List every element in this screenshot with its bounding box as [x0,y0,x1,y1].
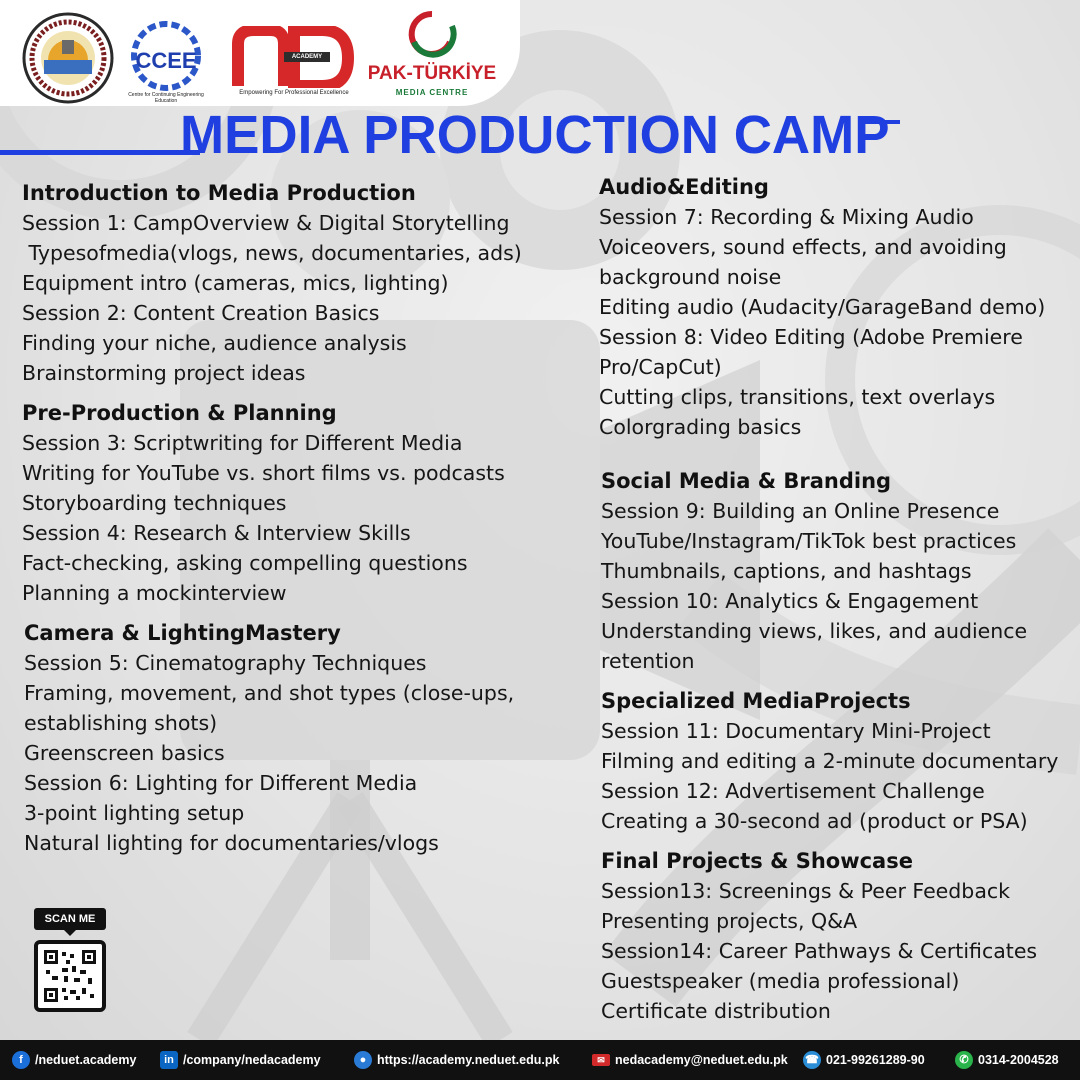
ned-academy-tagline: Empowering For Professional Excellence [239,90,349,96]
section-intro-media-production [22,178,562,388]
section-line: Colorgrading basics [599,415,802,439]
linkedin-icon: in [160,1051,178,1069]
section-line: Natural lighting for documentaries/vlogs [24,831,439,855]
footer-linkedin[interactable] [160,1040,321,1080]
section-audio-editing [599,172,1074,442]
section-line: Session 11: Documentary Mini-Project [601,719,991,743]
section-heading: Introduction to Media Production [22,181,416,205]
page-title: MEDIA PRODUCTION CAMP [180,105,890,165]
ned-academy-logo [232,26,354,100]
contact-footer [0,1040,1080,1080]
section-line: Session 4: Research & Interview Skills [22,521,411,545]
section-line: Session 2: Content Creation Basics [22,301,380,325]
footer-phone[interactable] [803,1040,925,1080]
section-line: Brainstorming project ideas [22,361,306,385]
whatsapp-number[interactable]: 0314-2004528 [978,1053,1059,1067]
section-heading: Camera & LightingMastery [24,621,341,645]
section-line: Certificate distribution [601,999,831,1023]
section-line: Creating a 30-second ad (product or PSA) [601,809,1028,833]
section-heading: Pre-Production & Planning [22,401,337,425]
mail-icon: ✉ [592,1054,610,1066]
section-line: Filming and editing a 2-minute documentary [601,749,1059,773]
section-line: Storyboarding techniques [22,491,287,515]
section-social-media-branding [601,466,1074,676]
section-line: Understanding views, likes, and audience [601,619,1028,643]
section-line: Session 8: Video Editing (Adobe Premiere [599,325,1023,349]
footer-whatsapp[interactable] [955,1040,1059,1080]
footer-website[interactable] [354,1040,559,1080]
section-line: YouTube/Instagram/TikTok best practices [601,529,1017,553]
section-heading: Final Projects & Showcase [601,849,913,873]
whatsapp-icon: ✆ [955,1051,973,1069]
ccee-logo-subtitle: Centre for Continuing Engineering Education [128,92,204,104]
title-underline-left [0,150,200,155]
globe-icon: ● [354,1051,372,1069]
section-specialized-media-projects [601,686,1074,836]
section-line: retention [601,649,695,673]
section-line: Typesofmedia(vlogs, news, documentaries, ads) [22,241,522,265]
section-line: Session 7: Recording & Mixing Audio [599,205,974,229]
section-line: Session 12: Advertisement Challenge [601,779,985,803]
phone-icon: ☎ [803,1051,821,1069]
section-line: Framing, movement, and shot types (close-ups, [24,681,515,705]
section-line: Session 6: Lighting for Different Media [24,771,418,795]
section-heading: Audio&Editing [599,175,769,199]
section-line: Session 10: Analytics & Engagement [601,589,979,613]
section-line: Fact-checking, asking compelling questions [22,551,468,575]
section-line: establishing shots) [24,711,218,735]
section-line: Thumbnails, captions, and hashtags [601,559,972,583]
linkedin-handle[interactable]: /company/nedacademy [183,1053,321,1067]
section-line: Session13: Screenings & Peer Feedback [601,879,1011,903]
section-final-projects-showcase [601,846,1074,1026]
ccee-logo [120,14,212,102]
section-line: Presenting projects, Q&A [601,909,858,933]
pak-turkiye-logo [362,8,502,102]
logo-strip [0,0,520,106]
facebook-handle[interactable]: /neduet.academy [35,1053,137,1067]
footer-facebook[interactable] [12,1040,136,1080]
section-line: Session 1: CampOverview & Digital Storytelling [22,211,510,235]
section-camera-lighting [24,618,562,858]
pak-turkiye-subtitle: MEDIA CENTRE [395,88,469,97]
email-link[interactable]: nedacademy@neduet.edu.pk [615,1053,788,1067]
section-line: Finding your niche, audience analysis [22,331,407,355]
section-line: Session14: Career Pathways & Certificates [601,939,1038,963]
section-line: Editing audio (Audacity/GarageBand demo) [599,295,1046,319]
section-line: Writing for YouTube vs. short films vs. podcasts [22,461,505,485]
section-line: Planning a mockinterview [22,581,287,605]
qr-code[interactable] [34,940,106,1012]
qr-code-icon [44,950,96,1002]
left-column [22,178,562,868]
right-column [599,172,1074,1036]
section-line: Voiceovers, sound effects, and avoiding [599,235,1007,259]
footer-email[interactable] [592,1040,788,1080]
scan-me-label: SCAN ME [34,908,106,930]
section-heading: Social Media & Branding [601,469,892,493]
section-line: Guestspeaker (media professional) [601,969,960,993]
section-line: background noise [599,265,782,289]
facebook-icon: f [12,1051,30,1069]
pak-turkiye-title: PAK-TÜRKİYE [367,63,497,84]
section-line: Session 5: Cinematography Techniques [24,651,427,675]
section-line: Session 3: Scriptwriting for Different Media [22,431,463,455]
section-heading: Specialized MediaProjects [601,689,911,713]
section-line: Pro/CapCut) [599,355,722,379]
section-line: Session 9: Building an Online Presence [601,499,1000,523]
ccee-logo-text: CCEE [135,48,197,73]
phone-number[interactable]: 021-99261289-90 [826,1053,925,1067]
section-line: 3-point lighting setup [24,801,245,825]
section-line: Equipment intro (cameras, mics, lighting) [22,271,449,295]
section-line: Greenscreen basics [24,741,225,765]
section-line: Cutting clips, transitions, text overlays [599,385,996,409]
ned-university-logo [22,12,114,104]
website-link[interactable]: https://academy.neduet.edu.pk [377,1053,560,1067]
ned-academy-badge: ACADEMY [284,52,330,62]
section-pre-production [22,398,562,608]
